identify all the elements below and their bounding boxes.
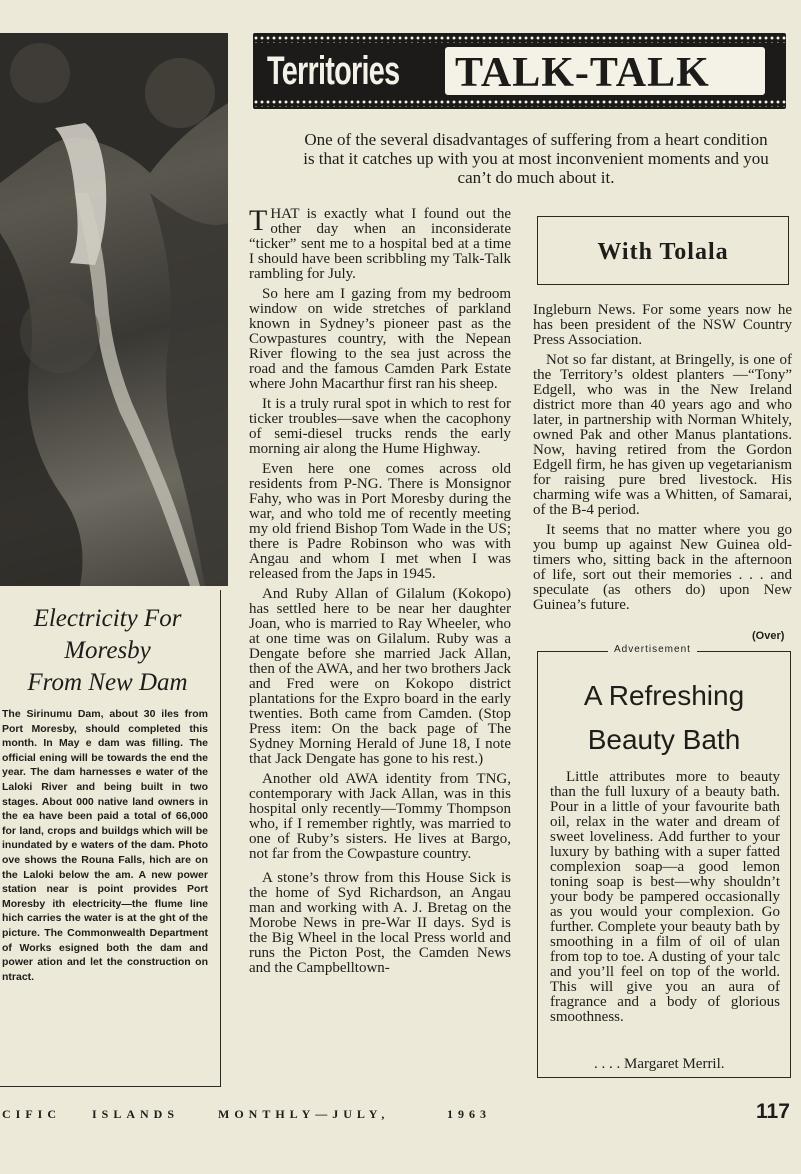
photo-caption: [0, 590, 221, 1087]
continued-marker: (Over): [752, 630, 785, 642]
advertisement-label: Advertisement: [608, 644, 697, 655]
intro-paragraph: One of the several disadvantages of suffering from a heart condition is that it catches up with you at most inconvenient moments and you can’t do much about it.: [303, 130, 769, 187]
paragraph: [249, 204, 511, 282]
caption-title-line-3: From New Dam: [27, 669, 188, 696]
caption-title-line-2: Moresby: [64, 637, 151, 664]
paragraph: Even here one comes across old residents from P-NG. There is Monsignor Fahy, who was in Port Moresby during the war, and who told me of recently meeting my old friend Bishop Tom Wade in the US; there is Padre Robinson who was with Angau and whom I met when I was released from the Japs in 1945.: [249, 461, 511, 582]
paragraph: Ingleburn News. For some years now he has been president of the NSW Country Press Association.: [533, 302, 792, 348]
banner-dots-bottom: [253, 99, 786, 107]
byline-box: [537, 216, 789, 285]
banner-talk-talk-box: [445, 47, 765, 95]
byline: With Tolala: [597, 239, 729, 265]
banner-territories: Territories: [267, 49, 400, 93]
drop-cap: T: [249, 204, 268, 237]
column-right: [533, 303, 792, 618]
caption-text: The Sirinumu Dam, about 30 iles from Port Moresby, should completed this month. In May e dam was filling. The official ening will be towards the end the year. The dam harnesses e water of the Laloki River and being built in two stages. About 000 native land owners in the ea have been paid a total of 66,000 for land, crops and buildgs which will be inundated by e waters of the dam. Photo ove shows the Rouna Falls, hich are on the Laloki below the am. A new power station near is point provides Port Moresby ith electricity—the flume line hich carries the water is at the ght of the picture. The Commonwealth Department of Works esigned both the dam and power ation and let the construction on ntract.: [2, 708, 208, 983]
footer-islands: ISLANDS: [92, 1107, 180, 1121]
paragraph: It seems that no matter where you go you bump up against New Guinea old-timers who, sitting back in the afternoon of life, sort out their memories . . . and speculate (as others do) upon New Guinea’s future.: [533, 522, 792, 613]
footer-year: 1963: [447, 1107, 491, 1121]
paragraph: It is a truly rural spot in which to rest for ticker troubles—save when the cacophony of semi-diesel trucks rends the early morning air along the Hume Highway.: [249, 396, 511, 457]
caption-title-line-1: Electricity For: [33, 605, 182, 632]
section-banner: [253, 33, 786, 109]
advertisement-box: [537, 644, 791, 1078]
footer-monthly: MONTHLY—JULY,: [218, 1107, 390, 1121]
waterfall-illustration: [0, 33, 228, 586]
paragraph: A stone’s throw from this House Sick is the home of Syd Richardson, an Angau man and working with A. J. Bretag on the Morobe News in pre-War II days. Syd is the Big Wheel in the local Press world and runs the Picton Post, the Camden News and the Campbelltown-: [249, 870, 511, 976]
waterfall-photo: [0, 33, 228, 586]
column-middle: [249, 204, 511, 981]
page-number: 117: [756, 1100, 790, 1123]
paragraph-text: HAT is exactly what I found out the other day when an inconsiderate “ticker” sent me to a hospital bed at a time I should have been scribbling my Talk-Talk rambling for July.: [249, 206, 511, 282]
footer-pacific: CIFIC: [2, 1107, 62, 1121]
paragraph: So here am I gazing from my bedroom window on wide stretches of parkland known in Sydney’s pioneer past as the Cowpastures country, with the Nepean River flowing to the sea just across the road and the famous Camden Park Estate where John Macarthur first ran his sheep.: [249, 286, 511, 392]
advert-title-line-1: A Refreshing: [583, 680, 745, 711]
advert-signature: . . . . Margaret Merril.: [594, 1056, 725, 1072]
banner-talk-talk: TALK-TALK: [455, 50, 710, 96]
advert-title-line-2: Beauty Bath: [587, 724, 741, 755]
paragraph: Not so far distant, at Bringelly, is one of the Territory’s oldest planters —“Tony” Edgell, who was in the New Ireland district more than 40 years ago and who later, in partnership with Norman Whitely, owned Pak and other Manus plantations. Now, having retired from the Gordon Edgell firm, he has given up vegetarianism for raising pure bred livestock. His charming wife was a Whitten, of Samarai, of the B-4 period.: [533, 352, 792, 518]
banner-dots-top: [253, 35, 786, 43]
paragraph: Another old AWA identity from TNG, contemporary with Jack Allan, was in this hospital only recently—Tommy Thompson who, if I remember rightly, was married to one of Ruby’s sisters. He lives at Bargo, not far from the Cowpasture country.: [249, 771, 511, 862]
paragraph: And Ruby Allan of Gilalum (Kokopo) has settled here to be near her daughter Joan, who is married to Ray Wheeler, who at one time was on Gilalum. Ruby was a Dengate before she married Jack Allan, then of the AWA, and her two brothers Jack and Fred were on Kokopo district plantations for the Expro board in the early twenties. Both came from Camden. (Stop Press item: On the back page of The Sydney Morning Herald of June 18, I note that Jack Dengate has gone to his rest.): [249, 586, 511, 767]
advert-body: Little attributes more to beauty than the full luxury of a beauty bath. Pour in a little of your favourite bath oil, relax in the water and dream of sweet loveliness. Add further to your luxury by bathing with a super fatted complexion soap—a good lemon toning soap is best—why shouldn’t your body be pampered occasionally as you would your complexion. Go further. Complete your beauty bath by smoothing in a film of oil of ulan from top to toe. A dusting of your talc and you’ll feel on top of the world. This will give you an aura of fragrance and a body of glorious smoothness.: [550, 769, 780, 1025]
